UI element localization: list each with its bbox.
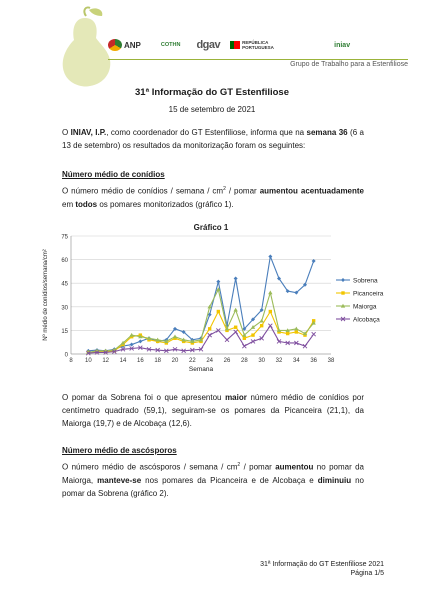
data-point-picanceira	[286, 332, 289, 335]
document-title: 31ª Informação do GT Estenfiliose	[135, 87, 289, 98]
partner-logos	[108, 32, 408, 58]
data-point-alcobaca	[208, 333, 212, 337]
dgav-logo: dgav	[196, 39, 221, 51]
y-tick-label: 30	[61, 305, 68, 312]
intro-paragraph: O INIAV, I.P., como coordenador do GT Estenfiliose, informa que na semana 36 (6 a 13 de setembro) os resultados da monitorização foram os seguintes:	[62, 128, 364, 150]
iniav-logo: iniav	[334, 41, 351, 49]
x-tick-label: 32	[275, 358, 283, 364]
page-footer	[260, 560, 384, 578]
data-point-alcobaca	[242, 344, 246, 348]
data-point-alcobaca	[268, 324, 272, 328]
x-tick-label: 14	[119, 358, 127, 364]
group-name: Grupo de Trabalho para a Estenfiliose	[290, 61, 408, 68]
y-tick-label: 60	[61, 258, 68, 265]
data-point-maiorga	[233, 308, 237, 312]
data-point-maiorga	[294, 327, 298, 331]
section-ascosporos-heading: Número médio de ascósporos	[62, 446, 177, 455]
y-axis-label: Nº médio de conídios/semana/cm²	[43, 249, 49, 341]
header-divider	[108, 59, 408, 60]
chart-title: Gráfico 1	[193, 223, 229, 232]
data-point-picanceira	[269, 310, 272, 313]
x-tick-label: 30	[258, 358, 266, 364]
x-tick-label: 28	[240, 358, 248, 364]
footer-title: 31ª Informação do GT Estenfiliose 2021	[260, 561, 384, 568]
legend-label-picanceira: Picanceira	[353, 290, 384, 298]
data-point-sobrena	[268, 254, 272, 258]
portugal-flag-icon	[230, 41, 240, 49]
y-tick-label: 75	[61, 234, 68, 241]
y-tick-label: 45	[61, 281, 68, 288]
x-tick-label: 24	[206, 358, 214, 364]
data-point-alcobaca	[225, 338, 229, 342]
pear-logo-watermark	[56, 6, 114, 88]
y-tick-label: 15	[61, 328, 68, 335]
x-tick-label: 38	[327, 358, 335, 364]
data-point-picanceira	[251, 333, 254, 336]
x-tick-label: 20	[171, 358, 179, 364]
data-point-maiorga	[173, 334, 177, 338]
data-point-sobrena	[234, 276, 238, 280]
result-paragraph: O pomar da Sobrena foi o que apresentou maior número médio de conídios por centímetro quadrado (59,1), seguiram-se os pomares da Picanceira (21,1), da Maiorga (19,7) e de Alcobaça (12,6).	[62, 393, 364, 428]
x-tick-label: 18	[154, 358, 162, 364]
data-point-picanceira	[295, 330, 298, 333]
section-conidios-heading: Número médio de conídios	[62, 170, 165, 179]
data-point-maiorga	[129, 333, 133, 337]
data-point-sobrena	[138, 339, 142, 343]
section-conidios-paragraph: O número médio de conídios / semana / $cm^2$ / pomar aumentou acentuadamente em todos os pomares monitorizados (gráfico 1).	[62, 186, 365, 209]
document-date: 15 de setembro de 2021	[168, 105, 256, 114]
cothn-logo: COTHN	[160, 42, 181, 48]
x-axis-label: Semana	[188, 366, 214, 373]
data-point-alcobaca	[312, 332, 316, 336]
page-number: Página 1/5	[350, 570, 384, 577]
conidios-line-chart	[38, 218, 388, 380]
legend-marker-picanceira	[341, 291, 344, 294]
x-tick-label: 22	[188, 358, 196, 364]
legend-label-sobrena: Sobrena	[353, 277, 378, 285]
anp-logo: ANP	[108, 39, 141, 51]
x-tick-label: 26	[223, 358, 231, 364]
x-tick-label: 12	[102, 358, 110, 364]
x-tick-label: 34	[292, 358, 300, 364]
data-point-picanceira	[208, 327, 211, 330]
legend-marker-sobrena	[341, 278, 345, 282]
legend-label-maiorga: Maiorga	[353, 303, 377, 311]
y-tick-label: 0	[64, 352, 68, 359]
data-point-maiorga	[268, 290, 272, 294]
data-point-picanceira	[260, 324, 263, 327]
x-tick-label: 16	[136, 358, 144, 364]
legend-label-alcobaca: Alcobaça	[353, 316, 380, 324]
x-tick-label: 36	[310, 358, 318, 364]
data-point-picanceira	[234, 326, 237, 329]
x-tick-label: 8	[69, 358, 73, 364]
anp-mark-icon	[108, 39, 122, 51]
data-point-sobrena	[130, 343, 134, 347]
x-tick-label: 10	[84, 358, 92, 364]
republica-portuguesa-logo: REPÚBLICA PORTUGUESA	[230, 40, 270, 50]
data-point-picanceira	[217, 310, 220, 313]
section-ascosporos-paragraph: O número médio de ascósporos / semana / $cm^2$ / pomar aumentou no pomar da Maiorga, manteve-se nos pomares da Picanceira e de Alcobaça e diminuiu no pomar da Sobrena (gráfico 2).	[62, 462, 364, 498]
data-point-maiorga	[259, 319, 263, 323]
data-point-picanceira	[243, 337, 246, 340]
